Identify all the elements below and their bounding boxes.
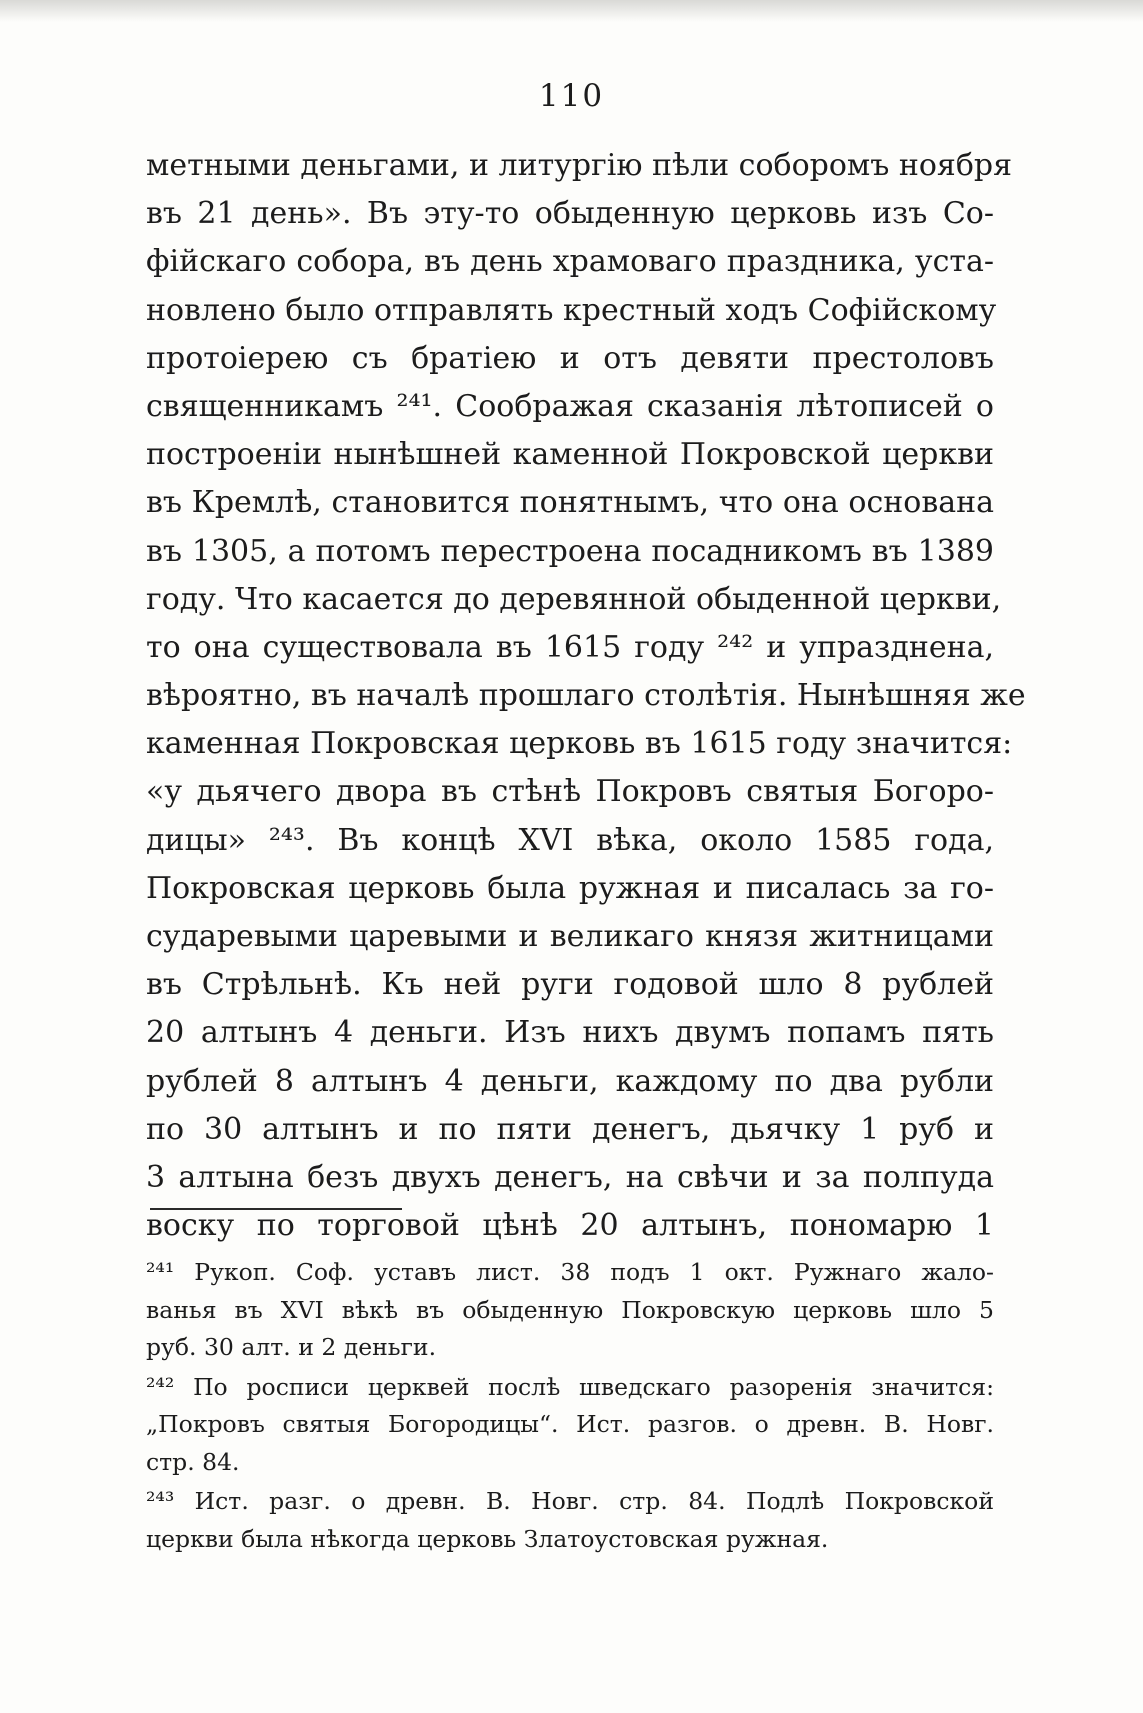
text-line: 20 алтынъ 4 деньги. Изъ нихъ двумъ попамъ пять: [146, 1015, 994, 1051]
text-line: дицы» ²⁴³. Въ концѣ XVI вѣка, около 1585 года,: [146, 822, 994, 858]
page-number: 110: [538, 78, 605, 114]
text-line: въ Стрѣльнѣ. Къ ней руги годовой шло 8 рублей: [146, 967, 994, 1003]
page-edge-shadow: [0, 0, 1143, 22]
footnote-line: церкви была нѣкогда церковь Златоустовская ружная.: [146, 1524, 829, 1553]
footnote-line: руб. 30 алт. и 2 деньги.: [146, 1333, 437, 1361]
text-line: 3 алтына безъ двухъ денегъ, на свѣчи и за полпуда: [146, 1159, 994, 1195]
text-line: году. Что касается до деревянной обыденной церкви,: [146, 581, 1002, 617]
text-line: протоіерею съ братіею и отъ девяти престоловъ: [146, 340, 994, 376]
footnote-line: ²⁴¹ Рукоп. Соф. уставъ лист. 38 подъ 1 окт. Ружнаго жало-: [146, 1258, 994, 1286]
text-line: фійскаго собора, въ день храмоваго праздника, уста-: [146, 244, 994, 280]
text-line: вѣроятно, въ началѣ прошлаго столѣтія. Нынѣшняя же: [146, 678, 1026, 714]
text-line: Покровская церковь была ружная и писалась за го-: [146, 870, 994, 906]
footnote-separator: [150, 1208, 402, 1210]
text-line: то она существовала въ 1615 году ²⁴² и упразднена,: [146, 629, 994, 665]
text-line: построеніи нынѣшней каменной Покровской церкви: [146, 437, 994, 473]
text-line: священникамъ ²⁴¹. Соображая сказанія лѣтописей о: [146, 388, 994, 424]
text-line: сударевыми царевыми и великаго князя житницами: [146, 919, 994, 954]
footnote-line: ванья въ XVI вѣкѣ въ обыденную Покровскую церковь шло 5: [146, 1295, 994, 1324]
footnote-line: ²⁴³ Ист. разг. о древн. В. Новг. стр. 84. Подлѣ Покровской: [146, 1487, 994, 1515]
footnote-241: [146, 1254, 994, 1367]
main-text: [146, 142, 1026, 1250]
text-line: «у дьячего двора въ стѣнѣ Покровъ святыя Богоро-: [146, 774, 994, 810]
text-line: по 30 алтынъ и по пяти денегъ, дьячку 1 руб и: [146, 1111, 994, 1147]
footnote-242: [146, 1369, 994, 1482]
footnote-line: ²⁴² По росписи церквей послѣ шведскаго разоренія значится:: [146, 1372, 994, 1401]
text-line: метными деньгами, и литургію пѣли соборомъ ноября: [146, 148, 1013, 183]
text-line: въ 1305, а потомъ перестроена посадникомъ въ 1389: [146, 533, 994, 569]
text-line: рублей 8 алтынъ 4 деньги, каждому по два рубли: [146, 1063, 994, 1099]
text-line: въ 21 день». Въ эту-то обыденную церковь изъ Со-: [146, 196, 994, 232]
text-line: воску по торговой цѣнѣ 20 алтынъ, пономарю 1: [146, 1208, 994, 1244]
footnotes: [146, 1254, 994, 1558]
text-line: въ Кремлѣ, становится понятнымъ, что она основана: [146, 485, 994, 521]
footnote-line: стр. 84.: [146, 1447, 240, 1476]
text-line: новлено было отправлять крестный ходъ Софійскому: [146, 292, 997, 328]
text-line: каменная Покровская церковь въ 1615 году значится:: [146, 726, 1013, 762]
footnote-243: [146, 1483, 994, 1558]
footnote-line: „Покровъ святыя Богородицы“. Ист. разгов. о древн. В. Новг.: [146, 1410, 994, 1438]
